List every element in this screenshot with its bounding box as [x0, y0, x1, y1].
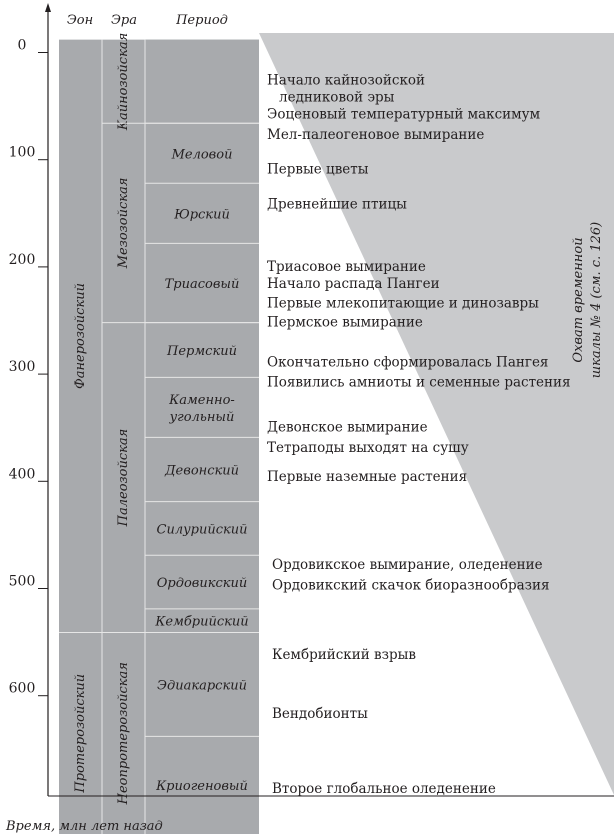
event-первые-наземные-растения: Первые наземные растения [267, 469, 468, 486]
axis-tick-label: 0 [17, 37, 27, 54]
period-label-line: угольный [169, 409, 235, 425]
event-мел-палеогеновое-вымирание: Мел-палеогеновое вымирание [267, 127, 485, 144]
axis-tick-label: 200 [8, 251, 36, 268]
event-начало-распада-пангеи: Начало распада Пангеи [267, 276, 440, 293]
header-period: Период [176, 13, 228, 28]
event-древнейшие-птицы: Древнейшие птицы [267, 196, 407, 213]
event-второе-глобальное-оледенение: Второе глобальное оледенение [272, 780, 496, 797]
coverage-label-line: шкалы № 4 (см. с. 126) [589, 221, 604, 379]
period-label-line: Кембрийский [155, 614, 249, 630]
axis-caption: Время, млн лет назад [6, 819, 163, 834]
axis-tick-label: 100 [8, 144, 36, 161]
cenozoic-period-blank [145, 40, 259, 124]
event-ордовикское-вымирание-оледенение: Ордовикское вымирание, оледенение [272, 556, 543, 573]
event-ордовикский-скачок-биоразнообразия: Ордовикский скачок биоразнообразия [272, 577, 550, 594]
event-пермское-вымирание: Пермское вымирание [267, 314, 423, 331]
event-вендобионты: Вендобионты [272, 705, 368, 722]
coverage-label-line: Охват временной [571, 237, 586, 363]
event-первые-цветы: Первые цветы [267, 161, 369, 178]
event-первые-млекопитающие-и-динозавры: Первые млекопитающие и динозавры [267, 295, 539, 312]
period-label-line: Эдиакарский [157, 678, 247, 694]
event-кембрийский-взрыв: Кембрийский взрыв [272, 646, 416, 663]
event-триасовое-вымирание: Триасовое вымирание [267, 258, 426, 275]
axis-tick-label: 300 [8, 359, 36, 376]
period-label-line: Меловой [171, 147, 233, 163]
era-label-кайнозойская: Кайнозойская [116, 32, 131, 131]
period-label-line: Юрский [174, 207, 230, 223]
period-label-line: Пермский [167, 343, 237, 359]
period-label-line: Девонский [164, 463, 240, 479]
event-эоценовый-температурный-максимум: Эоценовый температурный максимум [267, 106, 541, 123]
timescale-coverage-triangle-layer [259, 33, 614, 795]
era-label-неопротерозойская: Неопротерозойская [116, 662, 131, 805]
axis-tick-label: 400 [8, 466, 36, 483]
eon-label-фанерозойский: Фанерозойский [73, 283, 88, 390]
period-label-пермский [166, 344, 237, 359]
event-ледниковой-эры: ледниковой эры [279, 89, 395, 106]
period-label-line: Силурийский [156, 522, 248, 538]
event-девонское-вымирание: Девонское вымирание [267, 419, 428, 436]
eon-label-протерозойский: Протерозойский [73, 673, 88, 793]
axis-arrow-icon [45, 3, 51, 12]
column-headers-layer [67, 13, 228, 28]
period-label-ордовикский [157, 576, 248, 591]
era-label-мезозойская: Мезозойская [116, 177, 131, 269]
event-начало-кайнозойской: Начало кайнозойской [267, 72, 426, 89]
header-eon: Эон [66, 13, 94, 28]
event-появились-амниоты-и-семенные-растения: Появились амниоты и семенные растения [267, 374, 571, 391]
period-label-эдиакарский [157, 678, 247, 693]
period-label-триасовый [165, 277, 240, 292]
period-label-line: Триасовый [164, 276, 240, 292]
period-label-кембрийский [154, 615, 248, 630]
axis-tick-label: 500 [8, 573, 36, 590]
period-label-девонский [164, 464, 239, 479]
coverage-triangle [259, 33, 614, 795]
event-окончательно-сформировалась-пангея: Окончательно сформировалась Пангея [267, 354, 549, 371]
period-label-силурийский [157, 522, 248, 537]
period-label-меловой [171, 147, 233, 162]
era-label-палеозойская: Палеозойская [116, 428, 131, 527]
period-label-криогеновый [155, 779, 248, 794]
period-label-line: Ордовикский [156, 576, 248, 592]
header-era: Эра [110, 13, 138, 28]
period-label-line: Криогеновый [156, 779, 248, 795]
timescale-columns-layer [59, 33, 259, 834]
period-label-юрский [173, 207, 230, 222]
axis-tick-label: 600 [8, 680, 36, 697]
period-label-line: Каменно- [169, 392, 235, 408]
event-тетраподы-выходят-на-сушу: Тетраподы выходят на сушу [267, 440, 469, 457]
